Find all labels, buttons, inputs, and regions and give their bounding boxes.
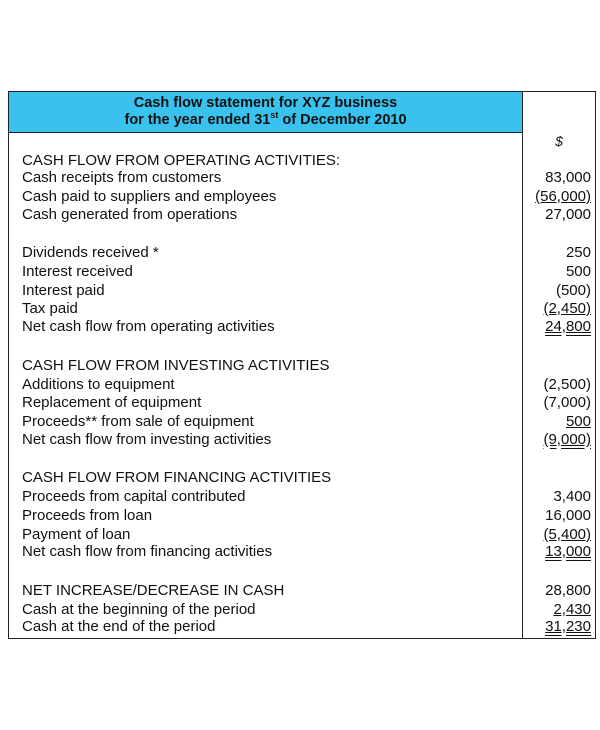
row-label: Cash receipts from customers <box>22 169 222 186</box>
row-label: Proceeds from capital contributed <box>22 488 246 505</box>
section-title-operating: CASH FLOW FROM OPERATING ACTIVITIES: <box>22 152 341 169</box>
section-title-investing: CASH FLOW FROM INVESTING ACTIVITIES <box>22 357 330 374</box>
row-label: Additions to equipment <box>22 376 175 393</box>
header-title: Cash flow statement for XYZ business <box>133 95 398 111</box>
row-label: Net cash flow from investing activities <box>22 431 272 448</box>
row-label: Interest paid <box>22 282 105 299</box>
row-label: Replacement of equipment <box>22 394 202 411</box>
row-label: Net cash flow from financing activities <box>22 543 273 560</box>
row-amount: (500) <box>555 282 591 299</box>
row-amount: 83,000 <box>545 169 591 186</box>
row-label: Cash paid to suppliers and employees <box>22 188 277 205</box>
row-amount: (9,000) <box>543 431 591 448</box>
row-amount: 31,230 <box>545 618 591 635</box>
row-label: Cash at the beginning of the period <box>22 601 256 618</box>
row-label: Net cash flow from operating activities <box>22 318 275 335</box>
row-amount: (7,000) <box>543 394 591 411</box>
row-amount: (2,500) <box>543 376 591 393</box>
row-amount: 250 <box>565 244 591 261</box>
section-title-financing: CASH FLOW FROM FINANCING ACTIVITIES <box>22 469 332 486</box>
row-amount: 28,800 <box>545 582 591 599</box>
row-label: Proceeds from loan <box>22 507 153 524</box>
row-label: Cash at the end of the period <box>22 618 216 635</box>
amount-column-divider <box>522 92 523 638</box>
row-amount: 27,000 <box>545 206 591 223</box>
statement-header <box>9 92 523 133</box>
row-label: Cash generated from operations <box>22 206 238 223</box>
row-amount: 500 <box>565 263 591 280</box>
header-period: for the year ended 31st of December 2010 <box>124 110 407 128</box>
row-amount: 3,400 <box>553 488 591 505</box>
row-amount: (5,400) <box>543 526 591 543</box>
row-label: Dividends received * <box>22 244 159 261</box>
row-amount: (56,000) <box>535 188 591 205</box>
cash-flow-statement <box>8 91 596 639</box>
row-label: Proceeds** from sale of equipment <box>22 413 254 430</box>
row-amount: 24,800 <box>545 318 591 335</box>
row-amount: 2,430 <box>553 601 591 618</box>
row-label: Tax paid <box>22 300 78 317</box>
row-amount: 16,000 <box>545 507 591 524</box>
row-amount: (2,450) <box>543 300 591 317</box>
row-amount: 13,000 <box>545 543 591 560</box>
row-label: Payment of loan <box>22 526 131 543</box>
row-amount: 500 <box>565 413 591 430</box>
section-title-net-change: NET INCREASE/DECREASE IN CASH <box>22 582 285 599</box>
currency-symbol: $ <box>555 133 563 149</box>
row-label: Interest received <box>22 263 133 280</box>
